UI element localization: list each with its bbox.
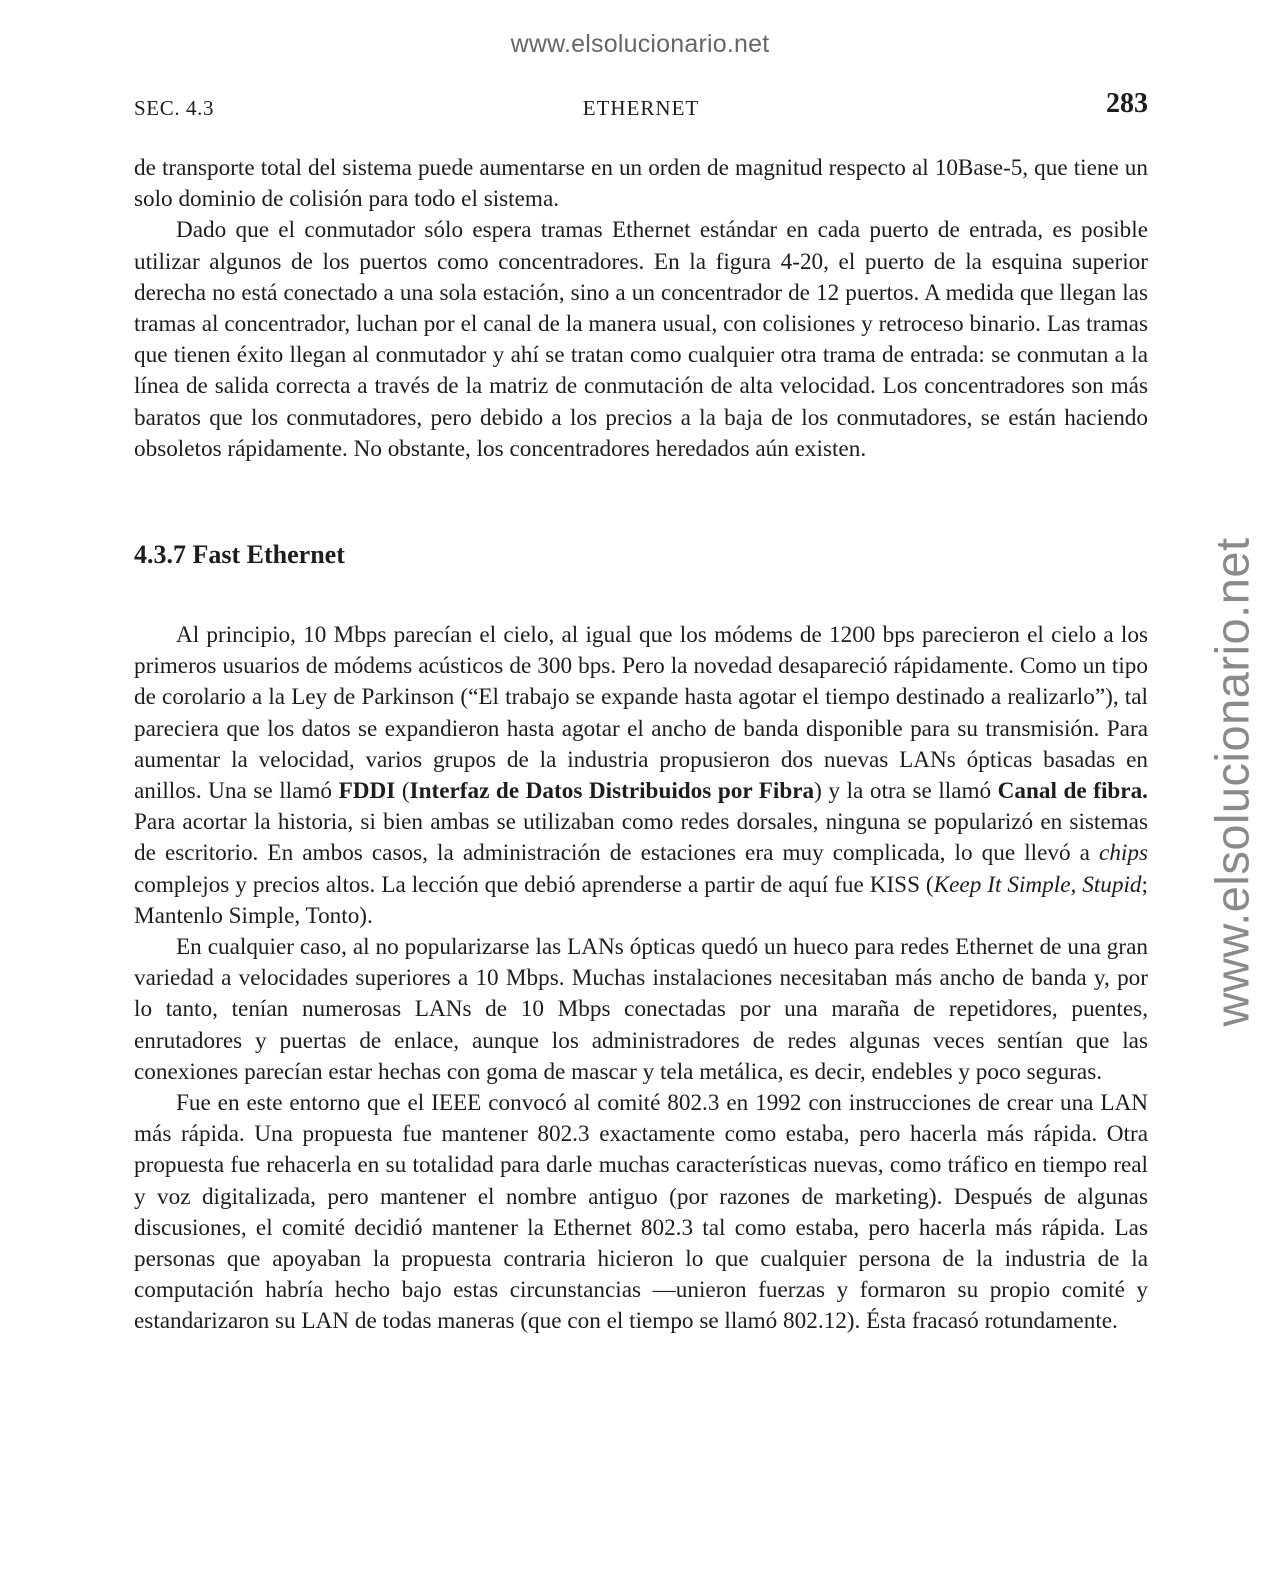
text-run: (	[395, 778, 410, 805]
paragraph: Fue en este entorno que el IEEE convocó al comité 802.3 en 1992 con instrucciones de crear una LAN más rápida. Una propuesta fue mantener 802.3 exactamente como estaba, pero hacerla más rápida. Otra propuesta fue rehacerla en su totalidad para darle muchas características nuevas, como tráfico en tiempo real y voz digitalizada, pero mantener el nombre antiguo (por razones de marketing). Después de algunas discusiones, el comité decidió mantener la Ethernet 802.3 tal como estaba, pero hacerla más rápida. Las personas que apoyaban la propuesta contraria hicieron lo que cualquier persona de la industria de la computación habría hecho bajo estas circunstancias —unieron fuerzas y formaron su propio comité y estandarizaron su LAN de todas maneras (que con el tiempo se llamó 802.12). Ésta fracasó rotundamente.	[134, 1090, 1148, 1335]
body-text-top	[134, 153, 1148, 465]
italic-term-chips: chips	[1099, 840, 1148, 867]
body-text-fast-ethernet	[134, 620, 1148, 1338]
text-run: complejos y precios altos. La lección que debió aprenderse a partir de aquí fue KISS (	[134, 871, 934, 898]
chapter-title: ETHERNET	[582, 96, 700, 120]
watermark-side: www.elsolucionario.net	[1205, 537, 1259, 1027]
watermark-top: www.elsolucionario.net	[510, 30, 770, 58]
bold-term-fddi-expansion: Interfaz de Datos Distribuidos por Fibra	[409, 778, 815, 805]
paragraph	[134, 620, 1148, 932]
section-number: SEC. 4.3	[134, 96, 215, 120]
text-run: ; Mantenlo Simple, Tonto).	[134, 871, 1148, 929]
page-number: 283	[1106, 88, 1148, 119]
bold-term-fibre-channel: Canal de fibra.	[997, 778, 1148, 805]
text-run: Para acortar la historia, si bien ambas se utilizaban como redes dorsales, ninguna se popularizó en sistemas de escritorio. En ambos casos, la administración de estaciones era muy complicada, lo que llevó a	[134, 809, 1148, 867]
italic-term-kiss: Keep It Simple, Stupid	[933, 871, 1142, 898]
text-run: ) y la otra se llamó	[814, 778, 998, 805]
paragraph: En cualquier caso, al no popularizarse las LANs ópticas quedó un hueco para redes Ethernet de una gran variedad a velocidades superiores a 10 Mbps. Muchas instalaciones necesitaban más ancho de banda y, por lo tanto, tenían numerosas LANs de 10 Mbps conectadas por una maraña de repetidores, puentes, enrutadores y puertas de enlace, aunque los administradores de redes algunas veces sentían que las conexiones parecían estar hechas con goma de mascar y tela metálica, es decir, endebles y poco seguras.	[134, 934, 1148, 1085]
paragraph: Dado que el conmutador sólo espera tramas Ethernet estándar en cada puerto de entrada, es posible utilizar algunos de los puertos como concentradores. En la figura 4-20, el puerto de la esquina superior derecha no está conectado a una sola estación, sino a un concentrador de 12 puertos. A medida que llegan las tramas al concentrador, luchan por el canal de la manera usual, con colisiones y retroceso binario. Las tramas que tienen éxito llegan al conmutador y ahí se tratan como cualquier otra trama de entrada: se conmutan a la línea de salida correcta a través de la matriz de conmutación de alta velocidad. Los concentradores son más baratos que los conmutadores, pero debido a los precios a la baja de los conmutadores, se están haciendo obsoletos rápidamente. No obstante, los concentradores heredados aún existen.	[134, 217, 1148, 462]
paragraph: de transporte total del sistema puede aumentarse en un orden de magnitud respecto al 10Base-5, que tiene un solo dominio de colisión para todo el sistema.	[134, 155, 1148, 213]
bold-term-fddi: FDDI	[338, 778, 396, 805]
text-run: Al principio, 10 Mbps parecían el cielo, al igual que los módems de 1200 bps parecieron el cielo a los primeros usuarios de módems acústicos de 300 bps. Pero la novedad desapareció rápidamente. Como un tipo de corolario a la Ley de Parkinson (“El trabajo se expande hasta agotar el tiempo destinado a realizarlo”), tal pareciera que los datos se expandieron hasta agotar el ancho de banda disponible para su transmisión. Para aumentar la velocidad, varios grupos de la industria propusieron dos nuevas LANs ópticas basadas en anillos. Una se llamó	[134, 622, 1148, 805]
section-heading: 4.3.7 Fast Ethernet	[134, 540, 345, 569]
running-head	[134, 90, 1148, 126]
